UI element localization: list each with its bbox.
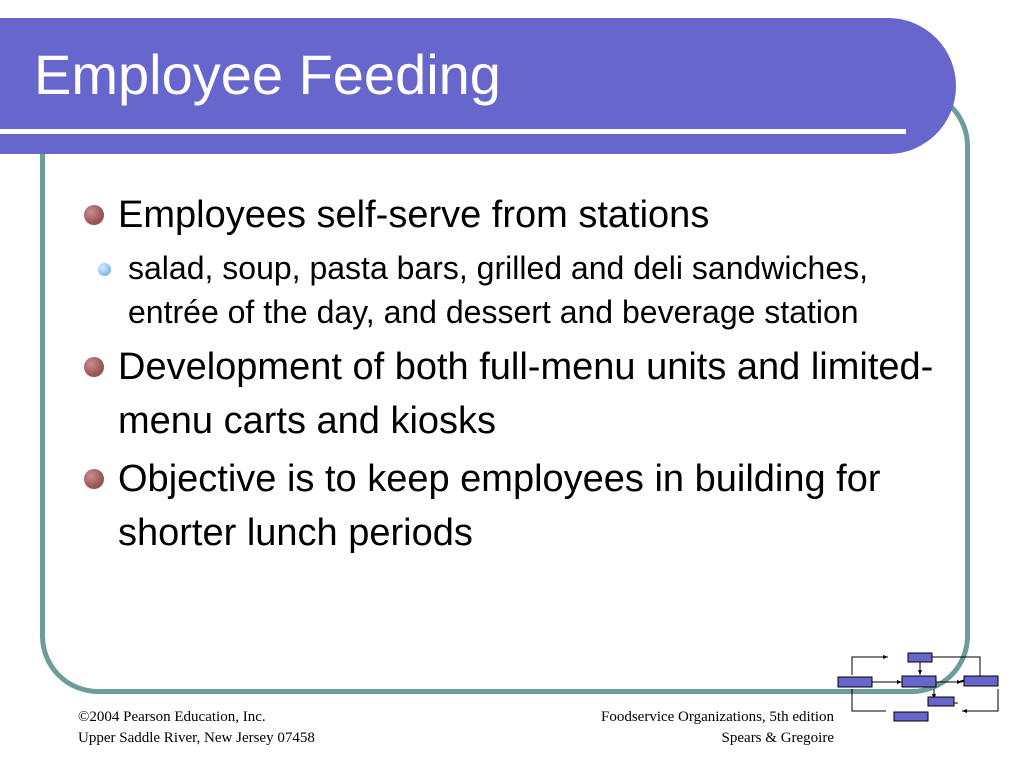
sub-bullet-text: salad, soup, pasta bars, grilled and deli sandwiches, entrée of the day, and dessert and beverage station — [128, 250, 868, 330]
footer-authors: Spears & Gregoire — [721, 730, 834, 746]
footer-book-title: Foodservice Organizations, 5th edition — [600, 709, 834, 725]
title-underline — [0, 129, 906, 134]
footer-book-info — [601, 707, 834, 749]
bullet-text: Development of both full-menu units and limited-menu carts and kiosks — [118, 346, 934, 442]
bullet-dot-icon — [84, 469, 104, 489]
bullet-item — [82, 340, 952, 448]
bullet-list — [82, 188, 952, 564]
sub-bullet-list — [82, 246, 952, 334]
bullet-text: Objective is to keep employees in building for shorter lunch periods — [118, 458, 881, 554]
sub-bullet-item — [82, 246, 952, 334]
slide-title: Employee Feeding — [34, 43, 501, 106]
bullet-item — [82, 188, 952, 242]
bullet-text: Employees self-serve from stations — [118, 194, 710, 236]
footer-copyright-line: ©2004 Pearson Education, Inc. — [78, 709, 266, 725]
sub-bullet-dot-icon — [98, 263, 111, 276]
footer-address-line: Upper Saddle River, New Jersey 07458 — [78, 730, 315, 746]
bullet-dot-icon — [84, 357, 104, 377]
footer-copyright — [78, 707, 315, 749]
flow-diagram-icon — [830, 645, 1020, 725]
bullet-dot-icon — [84, 205, 104, 225]
bullet-item — [82, 452, 952, 560]
